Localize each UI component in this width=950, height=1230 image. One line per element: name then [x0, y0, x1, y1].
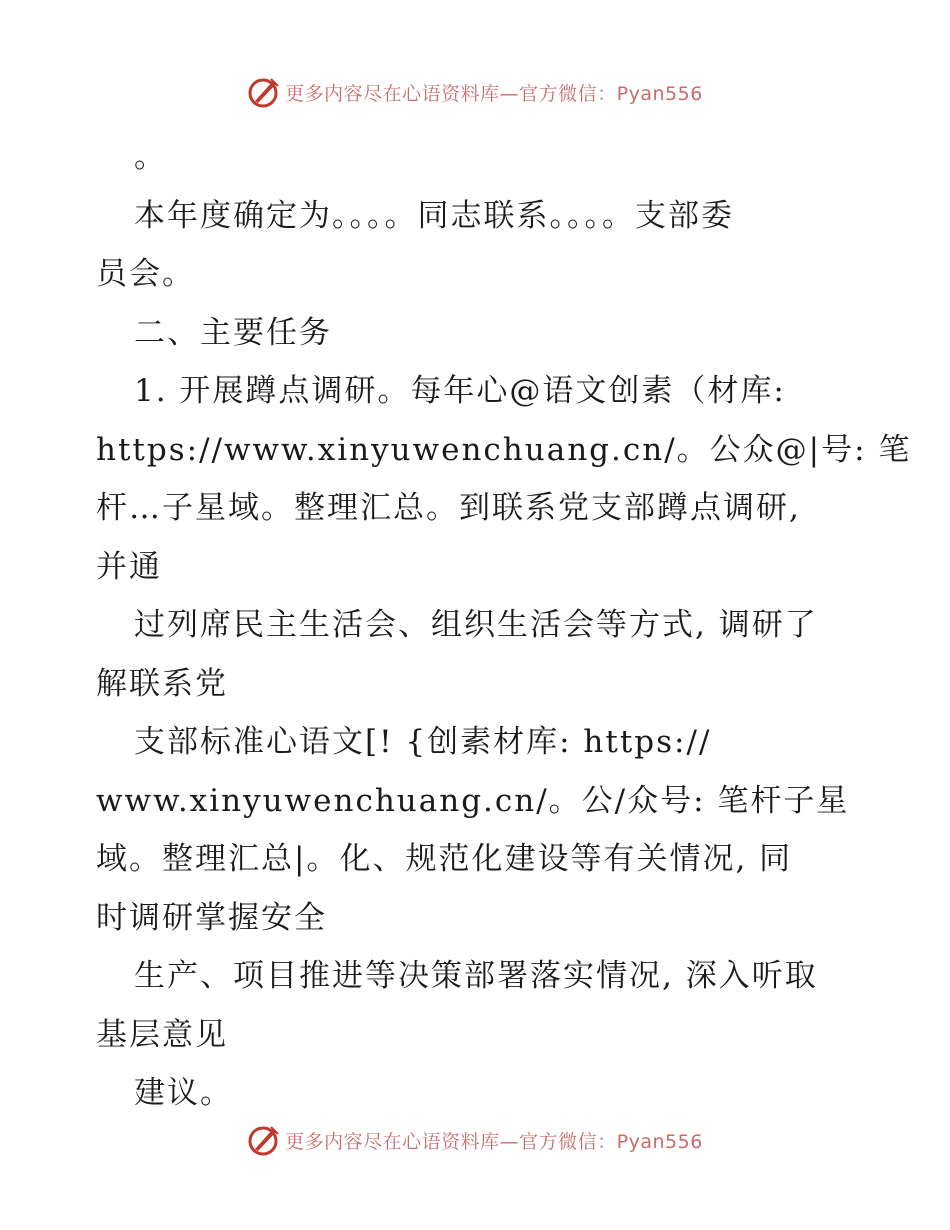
quill-logo-icon — [247, 1123, 281, 1157]
section-heading: 二、主要任务 — [134, 314, 332, 351]
body-line: 支部标准心语文[! {创素材库: https:// — [134, 724, 712, 760]
body-line: 解联系党 — [96, 665, 228, 702]
document-body — [96, 128, 912, 1123]
quill-logo-icon — [247, 75, 281, 109]
body-line: 建议。 — [134, 1075, 233, 1111]
body-line: 基层意见 — [96, 1016, 228, 1053]
body-line: 域。整理汇总|。化、规范化建设等有关情况, 同 — [96, 841, 793, 877]
header-banner-text: 更多内容尽在心语资料库—官方微信：Pyan556 — [285, 82, 703, 105]
footer-banner — [0, 1120, 950, 1160]
body-line: 杆…子星域。整理汇总。到联系党支部蹲点调研, — [96, 490, 801, 526]
body-line: https://www.xinyuwenchuang.cn/。公众@|号: 笔 — [96, 431, 912, 468]
body-line: 员会。 — [96, 256, 195, 292]
footer-banner-text: 更多内容尽在心语资料库—官方微信：Pyan556 — [285, 1130, 703, 1153]
body-line: 并通 — [96, 548, 162, 585]
body-line: 。 — [134, 139, 167, 175]
body-line: 过列席民主生活会、组织生活会等方式, 调研了 — [134, 607, 818, 643]
body-line: 1. 开展蹲点调研。每年心@语文创素（材库: — [134, 373, 786, 409]
body-line: 生产、项目推进等决策部署落实情况, 深入听取 — [134, 958, 818, 994]
body-line: www.xinyuwenchuang.cn/。公/众号: 笔杆子星 — [96, 782, 850, 819]
body-line: 时调研掌握安全 — [96, 899, 327, 936]
header-banner — [0, 72, 950, 112]
body-line: 本年度确定为。。。。同志联系。。。。支部委 — [134, 197, 734, 234]
